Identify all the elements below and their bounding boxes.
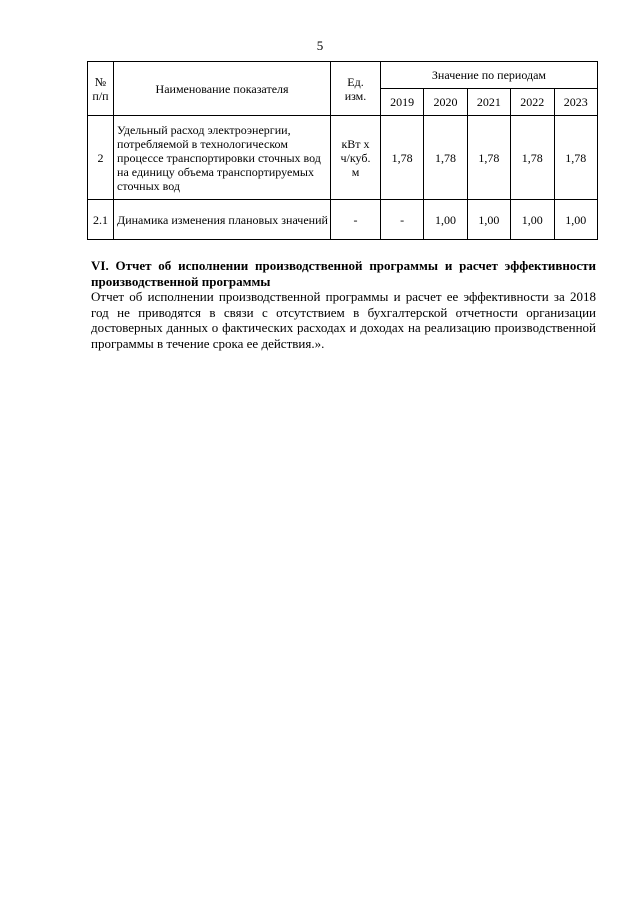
row-unit-line: ч/куб. — [340, 150, 371, 165]
header-name: Наименование показателя — [114, 62, 331, 116]
header-year: 2023 — [554, 89, 598, 116]
row-unit — [331, 116, 381, 200]
row-unit: - — [331, 200, 381, 240]
table-header-row — [88, 62, 598, 89]
header-unit-line1: Ед. — [347, 74, 364, 89]
table-row — [88, 200, 598, 240]
row-num: 2.1 — [88, 200, 114, 240]
row-num: 2 — [88, 116, 114, 200]
row-value: 1,00 — [554, 200, 598, 240]
row-value: 1,78 — [554, 116, 598, 200]
header-num-line2: п/п — [92, 88, 109, 103]
row-unit-line: м — [351, 164, 360, 179]
row-value: 1,78 — [467, 116, 510, 200]
row-value: 1,78 — [380, 116, 423, 200]
header-year: 2019 — [380, 89, 423, 116]
row-value: 1,78 — [424, 116, 467, 200]
header-num — [88, 62, 114, 116]
row-value: - — [380, 200, 423, 240]
header-year: 2020 — [424, 89, 467, 116]
section-vi — [91, 258, 596, 351]
header-year: 2022 — [511, 89, 554, 116]
row-value: 1,00 — [467, 200, 510, 240]
indicators-table — [87, 61, 598, 240]
row-name: Динамика изменения плановых значений — [114, 200, 331, 240]
section-body: Отчет об исполнении производственной программы и расчет ее эффективности за 2018 год не приводятся в связи с отсутствием в бухгалтерской отчетности организации достоверных данных о фактических расходах и доходах на реализацию производственной программы в течение срока ее действия.». — [91, 289, 596, 351]
table-row — [88, 116, 598, 200]
header-unit-line2: изм. — [344, 88, 367, 103]
row-value: 1,00 — [511, 200, 554, 240]
row-value: 1,00 — [424, 200, 467, 240]
page-number: 5 — [316, 38, 324, 53]
row-unit-line: кВт х — [341, 136, 370, 151]
header-num-line1: № — [94, 74, 107, 89]
header-unit — [331, 62, 381, 116]
section-title: VI. Отчет об исполнении производственной программы и расчет эффективности производственной программы — [91, 258, 596, 289]
row-name: Удельный расход электроэнергии, потребляемой в технологическом процессе транспортировки сточных вод на единицу объема транспортируемых сточных вод — [114, 116, 331, 200]
header-year: 2021 — [467, 89, 510, 116]
row-value: 1,78 — [511, 116, 554, 200]
header-periods: Значение по периодам — [380, 62, 597, 89]
